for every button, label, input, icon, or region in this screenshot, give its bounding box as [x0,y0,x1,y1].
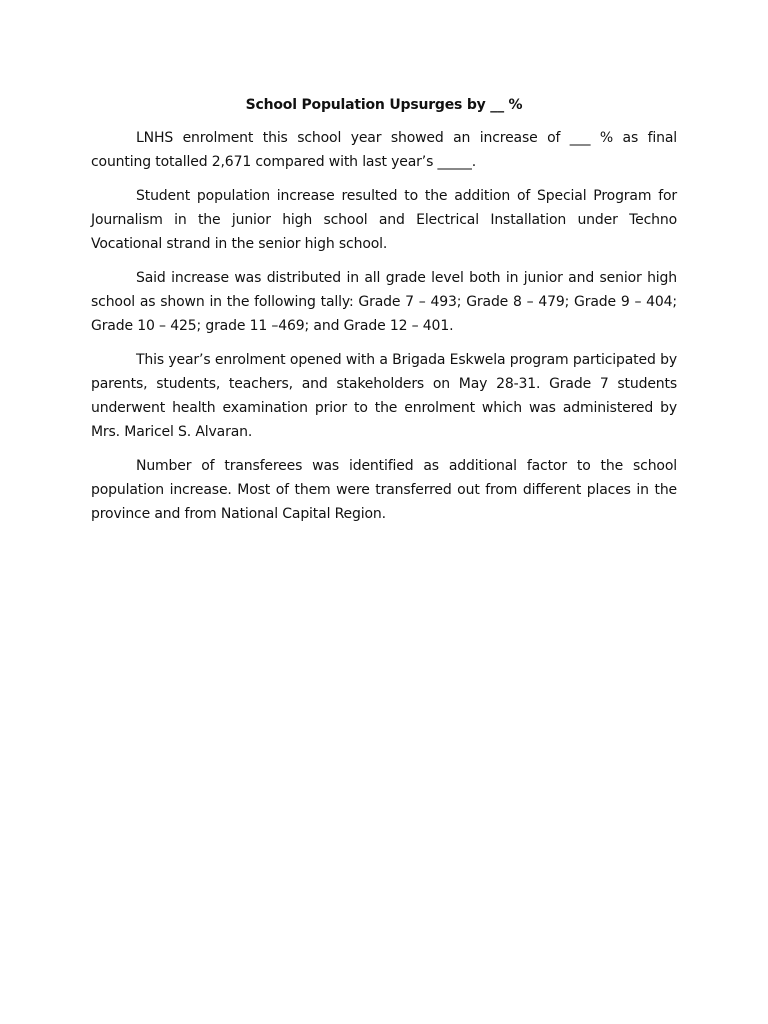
paragraph-brigada-eskwela: This year’s enrolment opened with a Brigada Eskwela program participated by parents, students, teachers, and stakeholders on May 28-31. Grade 7 students underwent health examination prior to the enrolment which was administered by Mrs. Maricel S. Alvaran. [91,352,677,440]
paragraph-transferees: Number of transferees was identified as additional factor to the school population increase. Most of them were transferred out from different places in the province and from National Capital Region. [91,458,677,522]
paragraph-enrolment-increase: LNHS enrolment this school year showed an increase of ___ % as final counting totalled 2,671 compared with last year’s _____. [91,130,677,170]
paragraph-grade-tally: Said increase was distributed in all grade level both in junior and senior high school as shown in the following tally: Grade 7 – 493; Grade 8 – 479; Grade 9 – 404; Grade 10 – 425; grade 11 –469; and Grade 12 – 401. [91,270,677,334]
paragraph-new-programs: Student population increase resulted to the addition of Special Program for Journalism in the junior high school and Electrical Installation under Techno Vocational strand in the senior high school. [91,188,677,252]
article-title: School Population Upsurges by __ % [245,97,523,113]
